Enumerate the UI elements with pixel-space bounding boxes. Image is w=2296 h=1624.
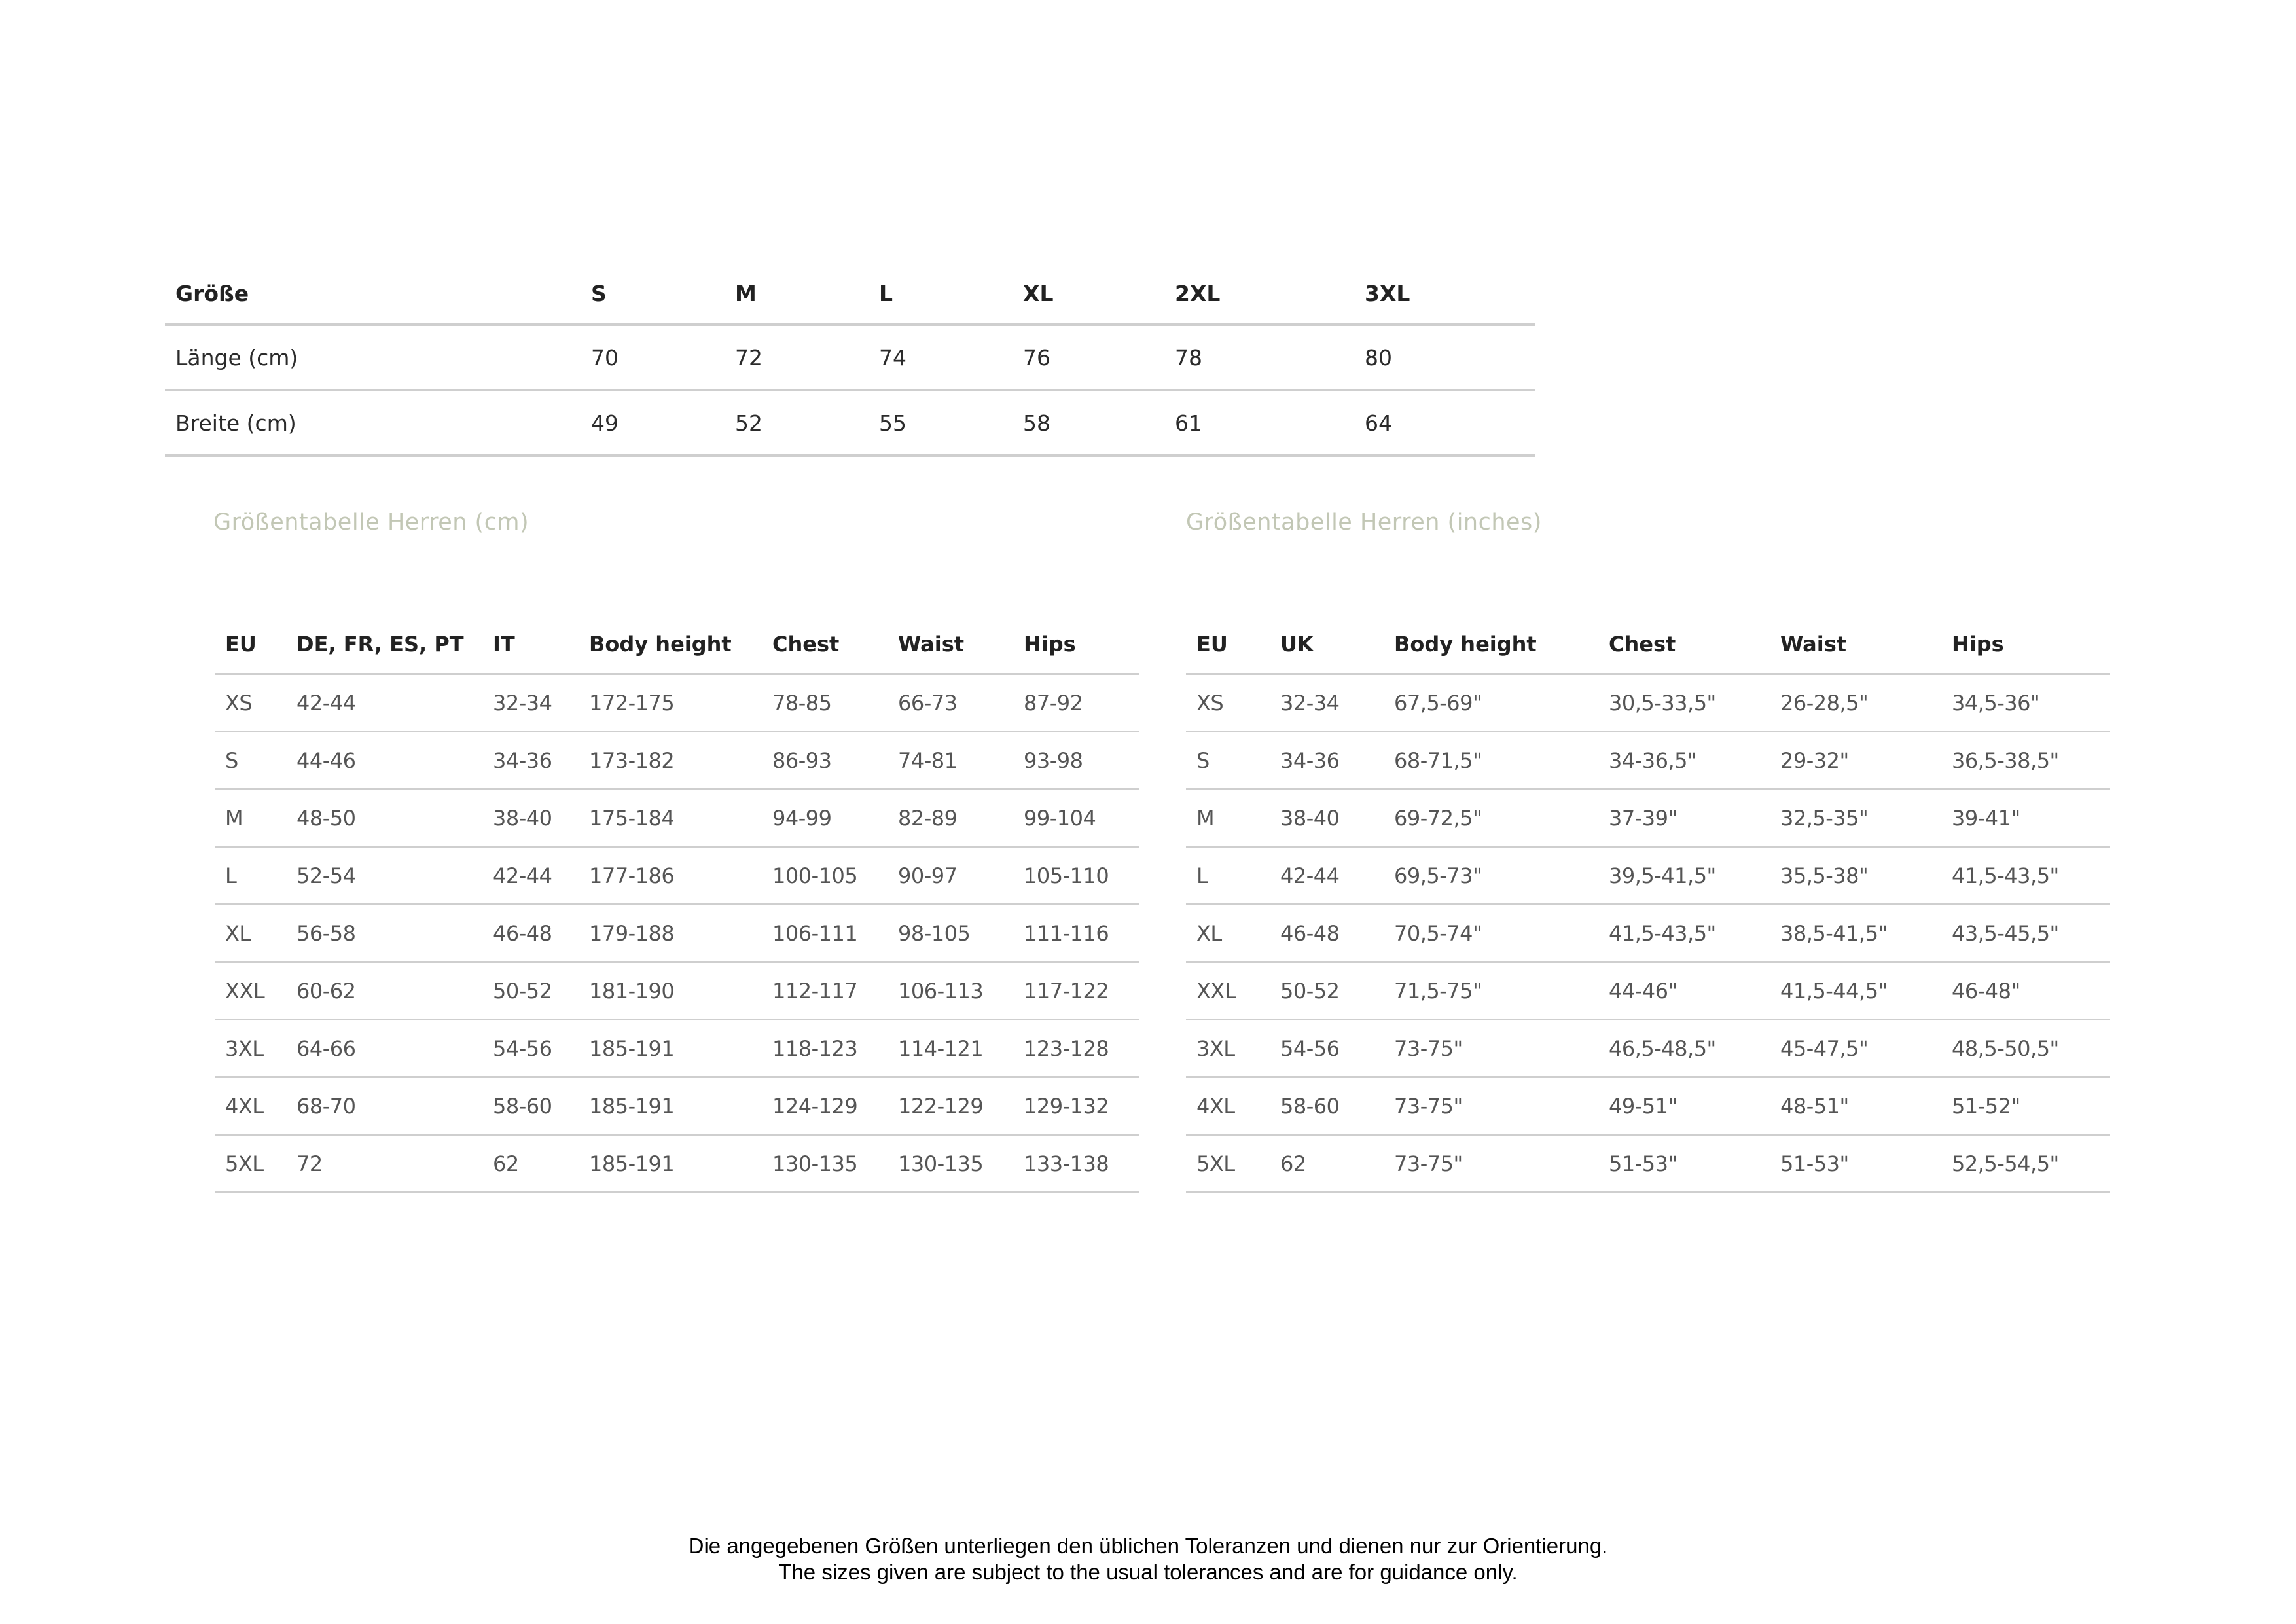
table-cell: 61 <box>1164 390 1354 456</box>
table-cell: 52-54 <box>286 847 482 905</box>
table-cell: 118-123 <box>762 1020 888 1077</box>
table-cell: 105-110 <box>1013 847 1139 905</box>
table-cell: 111-116 <box>1013 905 1139 962</box>
table-row <box>215 732 1139 789</box>
table-cell: 175-184 <box>579 789 762 847</box>
header-cell: Body height <box>579 615 762 674</box>
table-cell: 29-32" <box>1770 732 1941 789</box>
table-cell: 50-52 <box>1270 962 1384 1020</box>
table-cell: 93-98 <box>1013 732 1139 789</box>
header-cell: Waist <box>888 615 1013 674</box>
table-cell: 99-104 <box>1013 789 1139 847</box>
table-row <box>215 1077 1139 1135</box>
table-cell: 42-44 <box>482 847 579 905</box>
table-cell: 62 <box>482 1135 579 1193</box>
table-cell: 177-186 <box>579 847 762 905</box>
table-cell: 74 <box>869 325 1013 390</box>
table-row <box>1186 732 2110 789</box>
table-cell: 49 <box>581 390 725 456</box>
table-cell: 185-191 <box>579 1020 762 1077</box>
table-row <box>165 390 1535 456</box>
table-cell: 50-52 <box>482 962 579 1020</box>
table-row <box>1186 1077 2110 1135</box>
cm-table-body <box>215 674 1139 1193</box>
table-row <box>215 847 1139 905</box>
table-cell: 34-36 <box>482 732 579 789</box>
table-cell: 44-46" <box>1598 962 1770 1020</box>
table-cell: 38,5-41,5" <box>1770 905 1941 962</box>
header-cell: S <box>581 263 725 325</box>
table-row <box>1186 1135 2110 1193</box>
table-cell: 117-122 <box>1013 962 1139 1020</box>
table-cell: 41,5-44,5" <box>1770 962 1941 1020</box>
table-cell: 48-50 <box>286 789 482 847</box>
size-chart-cm-table <box>215 615 1139 1193</box>
table-cell: 51-53" <box>1598 1135 1770 1193</box>
table-cell: 181-190 <box>579 962 762 1020</box>
table-cell: 87-92 <box>1013 674 1139 732</box>
table-cell: 122-129 <box>888 1077 1013 1135</box>
table-cell: 72 <box>286 1135 482 1193</box>
table-cell: 179-188 <box>579 905 762 962</box>
table-cell: M <box>215 789 286 847</box>
header-cell: IT <box>482 615 579 674</box>
table-cell: 34-36,5" <box>1598 732 1770 789</box>
table-cell: XXL <box>215 962 286 1020</box>
table-cell: 185-191 <box>579 1135 762 1193</box>
table-cell: 78 <box>1164 325 1354 390</box>
table-row <box>1186 905 2110 962</box>
table-row <box>215 905 1139 962</box>
header-cell: UK <box>1270 615 1384 674</box>
table-header-row <box>165 263 1535 325</box>
table-cell: 173-182 <box>579 732 762 789</box>
table-row <box>1186 962 2110 1020</box>
table-cell: 38-40 <box>482 789 579 847</box>
table-cell: 58 <box>1013 390 1164 456</box>
table-cell: 71,5-75" <box>1384 962 1598 1020</box>
header-cell: DE, FR, ES, PT <box>286 615 482 674</box>
table-cell: 54-56 <box>482 1020 579 1077</box>
header-cell: Größe <box>165 263 581 325</box>
table-cell: 68-71,5" <box>1384 732 1598 789</box>
table-cell: 98-105 <box>888 905 1013 962</box>
table-cell: 43,5-45,5" <box>1941 905 2110 962</box>
header-cell: 2XL <box>1164 263 1354 325</box>
table-row <box>215 1020 1139 1077</box>
table-row <box>215 962 1139 1020</box>
table-cell: 123-128 <box>1013 1020 1139 1077</box>
table-cell: 69,5-73" <box>1384 847 1598 905</box>
table-cell: 68-70 <box>286 1077 482 1135</box>
table-cell: 34,5-36" <box>1941 674 2110 732</box>
table-cell: 4XL <box>215 1077 286 1135</box>
header-cell: Hips <box>1941 615 2110 674</box>
table-cell: 3XL <box>215 1020 286 1077</box>
table-cell: 52 <box>725 390 869 456</box>
table-cell: 64-66 <box>286 1020 482 1077</box>
table-cell: XXL <box>1186 962 1270 1020</box>
header-cell: Chest <box>762 615 888 674</box>
table-cell: 72 <box>725 325 869 390</box>
table-cell: L <box>1186 847 1270 905</box>
table-cell: 51-52" <box>1941 1077 2110 1135</box>
table-cell: M <box>1186 789 1270 847</box>
table-cell: 44-46 <box>286 732 482 789</box>
table-cell: 5XL <box>215 1135 286 1193</box>
product-size-table <box>165 263 1535 457</box>
table-cell: 69-72,5" <box>1384 789 1598 847</box>
table-cell: 37-39" <box>1598 789 1770 847</box>
table-cell: 35,5-38" <box>1770 847 1941 905</box>
table-row <box>1186 789 2110 847</box>
table-cell: 46-48 <box>482 905 579 962</box>
table-cell: 172-175 <box>579 674 762 732</box>
table-cell: S <box>215 732 286 789</box>
inch-chart-title: Größentabelle Herren (inches) <box>1186 509 1542 535</box>
table-cell: 51-53" <box>1770 1135 1941 1193</box>
table-cell: 133-138 <box>1013 1135 1139 1193</box>
cm-chart-title: Größentabelle Herren (cm) <box>213 509 529 535</box>
header-cell: 3XL <box>1354 263 1535 325</box>
table-cell: 74-81 <box>888 732 1013 789</box>
table-cell: 45-47,5" <box>1770 1020 1941 1077</box>
table-cell: 90-97 <box>888 847 1013 905</box>
table-cell: 32-34 <box>482 674 579 732</box>
table-cell: 129-132 <box>1013 1077 1139 1135</box>
table-cell: 4XL <box>1186 1077 1270 1135</box>
table-cell: 55 <box>869 390 1013 456</box>
table-cell: 66-73 <box>888 674 1013 732</box>
table-cell: 78-85 <box>762 674 888 732</box>
table-cell: 185-191 <box>579 1077 762 1135</box>
header-cell: Chest <box>1598 615 1770 674</box>
table-cell: XL <box>1186 905 1270 962</box>
table-cell: 124-129 <box>762 1077 888 1135</box>
table-cell: 32-34 <box>1270 674 1384 732</box>
table-cell: 106-113 <box>888 962 1013 1020</box>
table-cell: 36,5-38,5" <box>1941 732 2110 789</box>
header-cell: Waist <box>1770 615 1941 674</box>
table-cell: 112-117 <box>762 962 888 1020</box>
table-cell: 58-60 <box>482 1077 579 1135</box>
table-cell: 52,5-54,5" <box>1941 1135 2110 1193</box>
table-cell: S <box>1186 732 1270 789</box>
table-header-row <box>215 615 1139 674</box>
table-cell: 49-51" <box>1598 1077 1770 1135</box>
table-cell: 54-56 <box>1270 1020 1384 1077</box>
table-cell: 67,5-69" <box>1384 674 1598 732</box>
table-cell: 70,5-74" <box>1384 905 1598 962</box>
table-cell: 42-44 <box>1270 847 1384 905</box>
header-cell: EU <box>215 615 286 674</box>
table-cell: XL <box>215 905 286 962</box>
table-cell: 26-28,5" <box>1770 674 1941 732</box>
table-cell: 130-135 <box>762 1135 888 1193</box>
footer-note-english: The sizes given are subject to the usual tolerances and are for guidance only. <box>778 1560 1518 1584</box>
table-cell: 94-99 <box>762 789 888 847</box>
table-cell: 86-93 <box>762 732 888 789</box>
table-cell: 41,5-43,5" <box>1598 905 1770 962</box>
table-cell: 76 <box>1013 325 1164 390</box>
table-row <box>165 325 1535 390</box>
table-cell: 106-111 <box>762 905 888 962</box>
table-cell: 46,5-48,5" <box>1598 1020 1770 1077</box>
table-cell: 70 <box>581 325 725 390</box>
header-cell: Hips <box>1013 615 1139 674</box>
table-cell: 48-51" <box>1770 1077 1941 1135</box>
table-cell: 32,5-35" <box>1770 789 1941 847</box>
table-row <box>1186 674 2110 732</box>
table-row <box>215 789 1139 847</box>
table-cell: 30,5-33,5" <box>1598 674 1770 732</box>
table-cell: 100-105 <box>762 847 888 905</box>
table-cell: 39,5-41,5" <box>1598 847 1770 905</box>
table-cell: 82-89 <box>888 789 1013 847</box>
table-cell: 60-62 <box>286 962 482 1020</box>
table-cell: 46-48" <box>1941 962 2110 1020</box>
table-cell: 5XL <box>1186 1135 1270 1193</box>
table-cell: 34-36 <box>1270 732 1384 789</box>
inch-table-body <box>1186 674 2110 1193</box>
table-cell: 73-75" <box>1384 1135 1598 1193</box>
header-cell: Body height <box>1384 615 1598 674</box>
footer-note-german: Die angegebenen Größen unterliegen den üblichen Toleranzen und dienen nur zur Orientierung. <box>688 1534 1608 1558</box>
header-cell: L <box>869 263 1013 325</box>
table-cell: Länge (cm) <box>165 325 581 390</box>
size-chart-inches-table <box>1186 615 2110 1193</box>
table-row <box>1186 847 2110 905</box>
header-cell: EU <box>1186 615 1270 674</box>
table-cell: 38-40 <box>1270 789 1384 847</box>
table-cell: 42-44 <box>286 674 482 732</box>
table-cell: 58-60 <box>1270 1077 1384 1135</box>
table-row <box>215 674 1139 732</box>
table-cell: 39-41" <box>1941 789 2110 847</box>
table-cell: XS <box>1186 674 1270 732</box>
table-row <box>1186 1020 2110 1077</box>
header-cell: XL <box>1013 263 1164 325</box>
table-cell: 73-75" <box>1384 1020 1598 1077</box>
table-cell: 3XL <box>1186 1020 1270 1077</box>
table-cell: 64 <box>1354 390 1535 456</box>
table-row <box>215 1135 1139 1193</box>
table-cell: 80 <box>1354 325 1535 390</box>
table-cell: 73-75" <box>1384 1077 1598 1135</box>
table-cell: 41,5-43,5" <box>1941 847 2110 905</box>
table-cell: 130-135 <box>888 1135 1013 1193</box>
table-cell: 114-121 <box>888 1020 1013 1077</box>
table-header-row <box>1186 615 2110 674</box>
table-cell: 48,5-50,5" <box>1941 1020 2110 1077</box>
header-cell: M <box>725 263 869 325</box>
table-cell: XS <box>215 674 286 732</box>
table-cell: Breite (cm) <box>165 390 581 456</box>
table-cell: L <box>215 847 286 905</box>
table-cell: 62 <box>1270 1135 1384 1193</box>
table-cell: 46-48 <box>1270 905 1384 962</box>
table-cell: 56-58 <box>286 905 482 962</box>
